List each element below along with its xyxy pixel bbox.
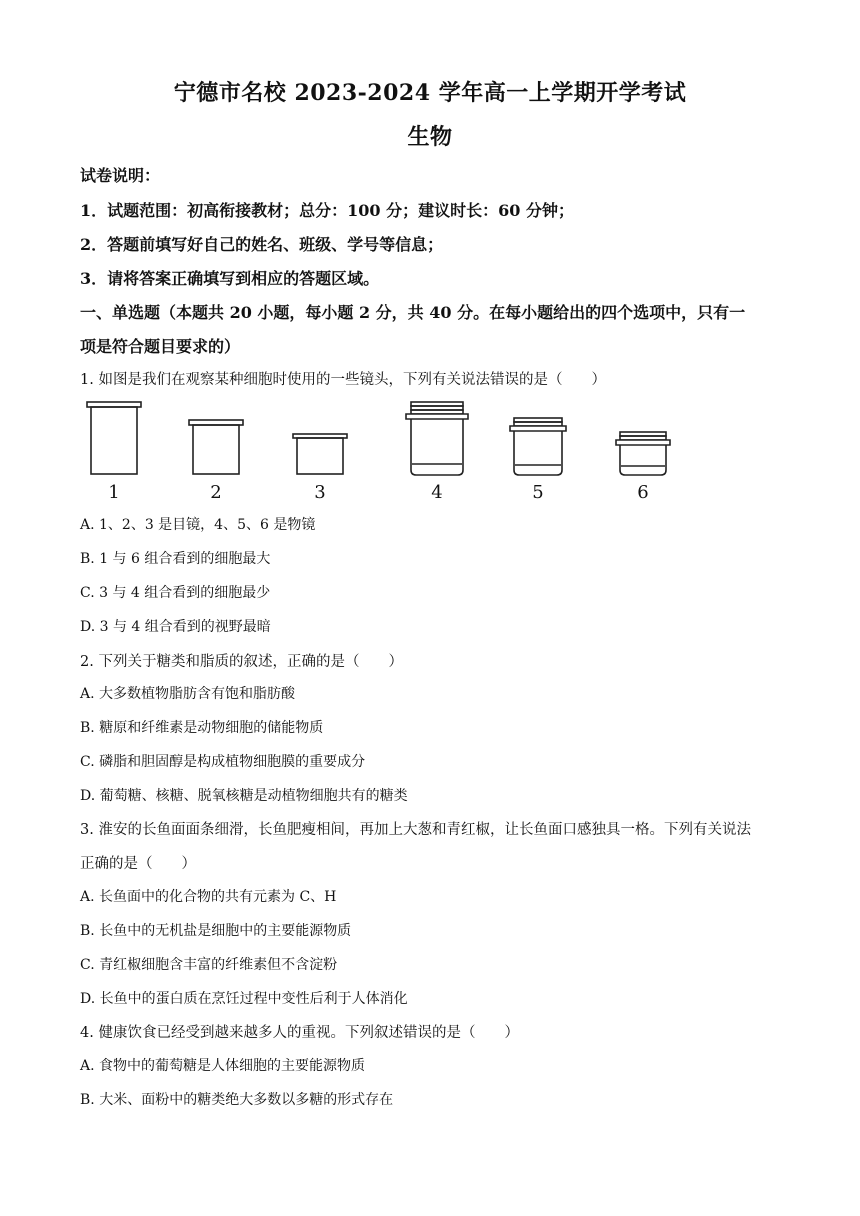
question-3-option-d: D. 长鱼中的蛋白质在烹饪过程中变性后利于人体消化 xyxy=(80,991,408,1007)
question-2-option-b: B. 糖原和纤维素是动物细胞的储能物质 xyxy=(80,720,324,736)
objective-lens-6 xyxy=(616,432,670,475)
question-2-option-c: C. 磷脂和胆固醇是构成植物细胞膜的重要成分 xyxy=(80,754,366,770)
eyepiece-lens-3 xyxy=(293,434,347,474)
instruction-item: 2．答题前填写好自己的姓名、班级、学号等信息； xyxy=(80,235,444,254)
question-3-stem: 3. 淮安的长鱼面面条细滑，长鱼肥瘦相间，再加上大葱和青红椒，让长鱼面口感独具一格。下列有关说法 xyxy=(80,822,751,838)
question-1-option-d: D. 3 与 4 组合看到的视野最暗 xyxy=(80,619,271,635)
question-1-stem: 1. 如图是我们在观察某种细胞时使用的一些镜头，下列有关说法错误的是（ ） xyxy=(80,372,606,388)
question-4-option-b: B. 大米、面粉中的糖类绝大多数以多糖的形式存在 xyxy=(80,1092,394,1108)
question-3-stem-cont: 正确的是（ ） xyxy=(80,856,196,872)
lens-label-6: 6 xyxy=(637,482,649,503)
question-3-option-b: B. 长鱼中的无机盐是细胞中的主要能源物质 xyxy=(80,923,352,939)
instructions-heading: 试卷说明： xyxy=(80,166,161,185)
question-1-option-c: C. 3 与 4 组合看到的细胞最少 xyxy=(80,585,271,601)
lens-label-1: 1 xyxy=(108,482,120,503)
question-2-option-a: A. 大多数植物脂肪含有饱和脂肪酸 xyxy=(80,686,296,702)
question-3-option-c: C. 青红椒细胞含丰富的纤维素但不含淀粉 xyxy=(80,957,338,973)
instruction-item: 3．请将答案正确填写到相应的答题区域。 xyxy=(80,269,380,288)
question-1-option-b: B. 1 与 6 组合看到的细胞最大 xyxy=(80,551,271,567)
section-heading-cont: 项是符合题目要求的） xyxy=(80,337,241,356)
exam-subject: 生物 xyxy=(407,124,453,150)
question-3-option-a: A. 长鱼面中的化合物的共有元素为 C、H xyxy=(80,889,337,905)
lens-label-2: 2 xyxy=(210,482,222,503)
question-1-option-a: A. 1、2、3 是目镜，4、5、6 是物镜 xyxy=(80,517,316,533)
question-2-stem: 2. 下列关于糖类和脂质的叙述，正确的是（ ） xyxy=(80,654,403,670)
objective-lens-5 xyxy=(510,418,566,475)
eyepiece-lens-1 xyxy=(87,402,141,474)
section-heading: 一、单选题（本题共 20 小题，每小题 2 分，共 40 分。在每小题给出的四个选项中，只有一 xyxy=(80,303,746,322)
eyepiece-lens-2 xyxy=(189,420,243,474)
instruction-item: 1．试题范围：初高衔接教材；总分：100 分；建议时长：60 分钟； xyxy=(80,201,574,220)
exam-title: 宁德市名校 2023-2024 学年高一上学期开学考试 xyxy=(173,80,687,106)
question-2-option-d: D. 葡萄糖、核糖、脱氧核糖是动植物细胞共有的糖类 xyxy=(80,788,408,804)
lens-label-3: 3 xyxy=(314,482,326,503)
lens-diagram xyxy=(80,398,700,506)
lens-label-5: 5 xyxy=(532,482,544,503)
objective-lens-4 xyxy=(406,402,468,475)
lens-figure xyxy=(80,398,700,506)
question-4-stem: 4. 健康饮食已经受到越来越多人的重视。下列叙述错误的是（ ） xyxy=(80,1025,519,1041)
lens-label-4: 4 xyxy=(431,482,443,503)
question-4-option-a: A. 食物中的葡萄糖是人体细胞的主要能源物质 xyxy=(80,1058,366,1074)
